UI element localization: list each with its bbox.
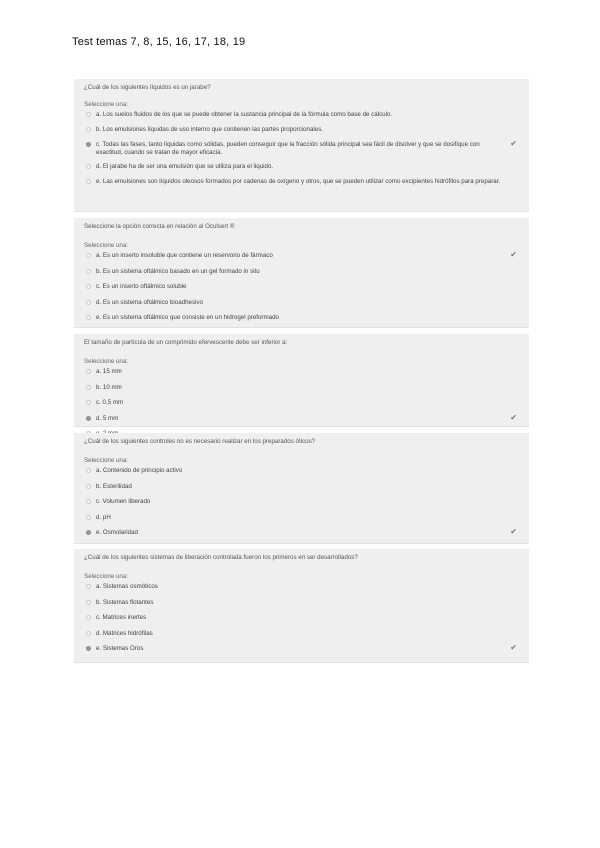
- option-label: b. Es un sistema oftálmico basado en un gel formado in situ: [96, 267, 260, 275]
- question-text: ¿Cuál de los siguientes sistemas de liberación controlada fueron los primeros en ser desarrollados?: [84, 554, 358, 561]
- answer-option[interactable]: [84, 299, 519, 307]
- radio-button[interactable]: [86, 142, 91, 147]
- answer-option[interactable]: [84, 368, 519, 376]
- question-text: ¿Cuál de los siguientes controles no es necesario realizar en los preparados óticos?: [84, 438, 316, 445]
- answer-option[interactable]: [84, 583, 519, 591]
- answer-option[interactable]: [84, 529, 519, 537]
- select-one-label: Seleccione una:: [84, 358, 129, 365]
- correct-check-icon: ✔: [510, 412, 517, 422]
- radio-button[interactable]: [86, 646, 91, 651]
- radio-button[interactable]: [86, 315, 91, 320]
- correct-check-icon: ✔: [510, 139, 517, 148]
- question-card: [74, 218, 529, 328]
- radio-button[interactable]: [86, 468, 91, 473]
- radio-button[interactable]: [86, 400, 91, 405]
- correct-check-icon: ✔: [510, 643, 517, 652]
- question-text: Seleccione la opción correcta en relación al Oculsert ®: [84, 223, 235, 230]
- radio-button[interactable]: [86, 615, 91, 620]
- radio-button[interactable]: [86, 112, 91, 117]
- select-one-label: Seleccione una:: [84, 242, 129, 249]
- option-label: c. Matrices inertes: [96, 614, 147, 621]
- radio-button[interactable]: [86, 631, 91, 636]
- option-label: e. Sistemas Oros: [96, 645, 144, 652]
- answer-option[interactable]: [84, 283, 519, 291]
- radio-button[interactable]: [86, 499, 91, 504]
- radio-button[interactable]: [86, 416, 91, 421]
- question-card: [74, 433, 529, 544]
- option-label: e. Las emulsiones son líquidos oleosos formados por cadenas de oxígeno y otros, que se pueden utilizar como excipientes hidrófilos para preparar.: [96, 178, 501, 185]
- option-label: d. 5 mm: [96, 414, 119, 422]
- option-label: d. El jarabe ha de ser una emulsión que se utiliza para el liquido.: [96, 163, 274, 170]
- option-label: a. 15 mm: [96, 368, 122, 375]
- option-label: a. Es un inserto insoluble que contiene un reservorio de fármaco: [96, 252, 273, 259]
- question-card: [74, 549, 529, 663]
- radio-button[interactable]: [86, 300, 91, 305]
- option-label: a. Los suelos fluidos de los que se puede obtener la sustancia principal de la fórmula como base de cálculo.: [96, 111, 393, 118]
- answer-option[interactable]: [84, 384, 519, 392]
- question-card: [74, 334, 529, 427]
- radio-button[interactable]: [86, 127, 91, 132]
- answer-option[interactable]: [84, 141, 519, 157]
- page-title: Test temas 7, 8, 15, 16, 17, 18, 19: [72, 36, 246, 48]
- option-label: b. 10 mm: [96, 383, 122, 391]
- radio-button[interactable]: [86, 584, 91, 589]
- option-label: e. Es un sistema oftálmico que consiste en un hidrogel preformado: [96, 314, 279, 321]
- answer-option[interactable]: [84, 268, 519, 276]
- answer-option[interactable]: [84, 614, 519, 622]
- select-one-label: Seleccione una:: [84, 573, 129, 580]
- question-text: El tamaño de partícula de un comprimido efervescente debe ser inferior a:: [84, 339, 288, 346]
- answer-option[interactable]: [84, 645, 519, 653]
- answer-option[interactable]: [84, 514, 519, 522]
- answer-option[interactable]: [84, 467, 519, 475]
- correct-check-icon: ✔: [510, 250, 517, 259]
- answer-option[interactable]: [84, 178, 519, 186]
- option-label: a. Contenido de principio activo: [96, 467, 183, 474]
- answer-option[interactable]: [84, 599, 519, 607]
- radio-button[interactable]: [86, 385, 91, 390]
- option-label: d. Matrices hidrófilas: [96, 629, 153, 637]
- answer-option[interactable]: [84, 111, 519, 119]
- answer-option[interactable]: [84, 483, 519, 491]
- radio-button[interactable]: [86, 164, 91, 169]
- answer-option[interactable]: [84, 163, 519, 171]
- radio-button[interactable]: [86, 269, 91, 274]
- answer-option[interactable]: [84, 314, 519, 322]
- option-label: c. Volumen liberado: [96, 498, 151, 505]
- radio-button[interactable]: [86, 484, 91, 489]
- radio-button[interactable]: [86, 530, 91, 535]
- option-label: d. pH: [96, 513, 111, 521]
- answer-option[interactable]: [84, 126, 519, 134]
- option-label: a. Sistemas osmóticos: [96, 583, 158, 590]
- radio-button[interactable]: [86, 515, 91, 520]
- answer-option[interactable]: [84, 399, 519, 407]
- option-label: c. Es un inserto oftálmico soluble: [96, 283, 187, 290]
- question-text: ¿Cuál de los siguientes líquidos es un jarabe?: [84, 84, 211, 91]
- option-label: c. 0,5 mm: [96, 399, 124, 406]
- radio-button[interactable]: [86, 284, 91, 289]
- select-one-label: Seleccione una:: [84, 457, 129, 464]
- answer-option[interactable]: [84, 252, 519, 260]
- option-label: e. Osmolaridad: [96, 529, 138, 536]
- radio-button[interactable]: [86, 179, 91, 184]
- option-label: d. Es un sistema oftálmico bioadhesivo: [96, 298, 203, 306]
- select-one-label: Seleccione una:: [84, 101, 129, 108]
- option-label: b. Los emulsiones líquidas de uso interno que contienen las partes proporcionales.: [96, 126, 324, 133]
- answer-option[interactable]: [84, 498, 519, 506]
- option-label: c. Todas las fases, tanto líquidas como sólidas, pueden conseguir que la fracción sólida principal sea fácil de disolver y que se dosifique con exactitud, cuando se tratan de mayor eficacia.: [96, 141, 480, 156]
- radio-button[interactable]: [86, 253, 91, 258]
- option-label: b. Esterilidad: [96, 482, 132, 490]
- correct-check-icon: ✔: [510, 527, 517, 536]
- radio-button[interactable]: [86, 369, 91, 374]
- answer-option[interactable]: [84, 412, 519, 423]
- question-card: [74, 79, 529, 212]
- answer-option[interactable]: [84, 630, 519, 638]
- radio-button[interactable]: [86, 600, 91, 605]
- option-label: b. Sistemas flotantes: [96, 598, 154, 606]
